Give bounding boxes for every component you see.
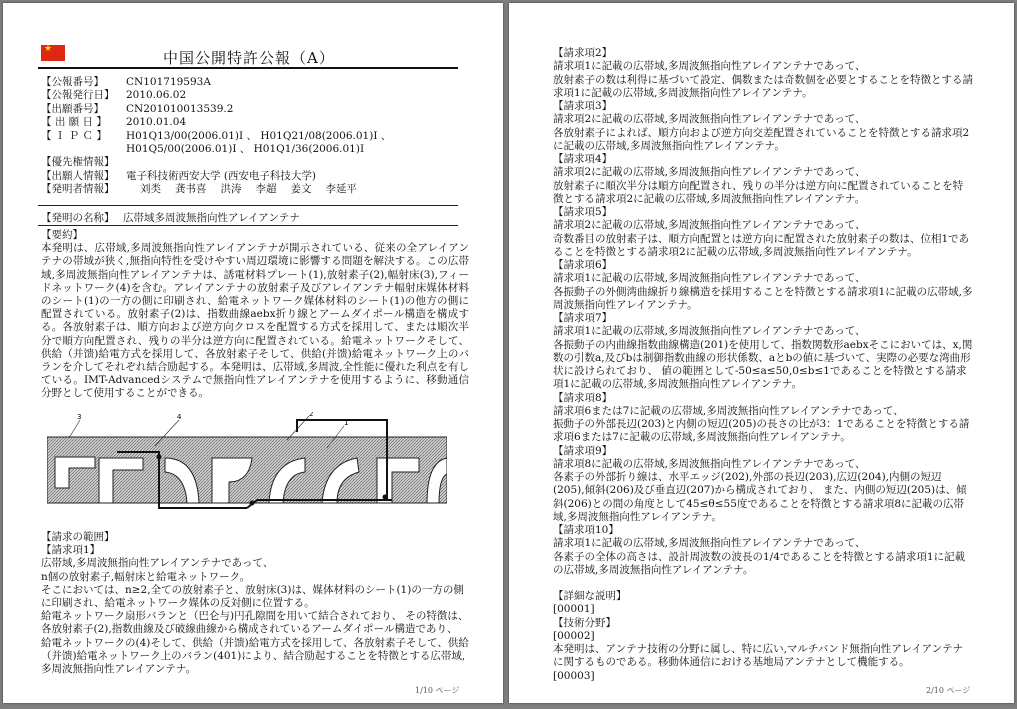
field-invention-name: 【発明の名称】 広帯域多周波無指向性アレイアンテナ xyxy=(41,212,300,224)
claim-text: 広帯域,多周波無指向性アレイアンテナであって、 xyxy=(41,557,274,570)
claim-text: 各素子の外部折り線は、水平エッジ(202),外部の長辺(203),広辺(204),内側の短辺(205),傾斜(206)及び垂直辺(207)から構成されており、 また、内側の短辺(205)は、傾斜(206)との間の角度として45≤θ≤55度であることを特徴とする請求項8に記載の広帯域,多周波無指向性アレイアンテナ。 xyxy=(553,471,967,523)
claims-section xyxy=(41,531,469,676)
claim-heading: 【請求項6】 xyxy=(553,259,613,271)
claim-text: 各素子の全体の高さは、設計周波数の波長の1/4であることを特徴とする請求項1に記載の広帯域,多周波無指向性アレイアンテナ。 xyxy=(553,550,966,576)
claim-block xyxy=(553,206,973,259)
antenna-figure xyxy=(47,412,447,522)
claim-text: 各放射素子によれば、順方向および逆方向交差配置されていることを特徴とする請求項2に記載の広帯域,多周波無指向性アレイアンテナ。 xyxy=(553,126,970,152)
document-page-2 xyxy=(509,3,1014,703)
claim-heading: 【請求項8】 xyxy=(553,391,613,404)
claim-heading: 【請求項10】 xyxy=(553,524,619,536)
claim-block xyxy=(553,312,973,392)
claim-text: n個の放射素子,幅射床と給電ネットワーク。 xyxy=(41,570,251,583)
field-publication-number: 【公報番号】 CN101719593A xyxy=(41,76,211,88)
claim-text: 請求項1に記載の広帯域,多周波無指向性アレイアンテナであって、 xyxy=(553,272,866,285)
claim-heading: 【請求項7】 xyxy=(553,312,613,324)
balun xyxy=(383,495,388,500)
figure-label: 1 xyxy=(344,419,349,427)
tech-field-text: 本発明は、アンテナ技術の分野に属し、特に広い,マルチバンド無指向性アレイアンテナに関するものである。移動体通信における基地局アンテナとして機能する。 xyxy=(553,643,964,669)
china-flag-icon xyxy=(41,45,65,61)
claim-block xyxy=(553,259,973,312)
claim-text: 振動子の外部長辺(203)と内側の短辺(205)の長さの比が3：1であることを特徴とする請求項6または7に記載の広帯域,多周波無指向性アレイアンテナ。 xyxy=(553,418,970,444)
field-publication-date: 【公報発行日】 2010.06.02 xyxy=(41,89,187,102)
claims-continued xyxy=(553,47,973,683)
abstract-heading: 【要約】 xyxy=(41,229,83,241)
claim-heading: 【請求項9】 xyxy=(553,444,613,457)
claim-text: 各振動子の内曲線指数曲線構造(201)を使用して、指数関数形aebxそこにおいては、x,関数の引数a,及びbは制御指数曲線の形状係数、aとbの値に基づいて、実際の必要な湾曲形状に設けられており、 値の範囲として-50≤a≤50,0≤b≤1であることを特徴とする請求項1に記載の広帯域,多周波無指向性アレイアンテナ。 xyxy=(553,338,973,391)
claims-heading: 【請求の範囲】 xyxy=(41,531,115,543)
paragraph-number: [00003] xyxy=(553,669,595,682)
abstract-section xyxy=(41,229,469,401)
antenna-drawing xyxy=(47,412,447,522)
claim-text: 請求項6または7に記載の広帯域,多周波無指向性アレイアンテナであって、 xyxy=(553,404,904,417)
claim-block xyxy=(553,524,973,577)
claim-heading: 【請求項5】 xyxy=(553,206,613,218)
claim-block xyxy=(553,100,973,153)
page-number: 1/10 ページ xyxy=(415,686,460,695)
bibliographic-fields xyxy=(41,76,461,197)
field-filing-date: 【 出 願 日 】 2010.01.04 xyxy=(41,116,187,129)
claim-heading: 【請求項1】 xyxy=(41,544,101,557)
inventor-name: 洪涛 xyxy=(220,183,242,196)
claim-block xyxy=(553,392,973,445)
claim-text: 奇数番目の放射素子は、順方向配置とは逆方向に配置された放射素子の数は、位相1であることを特徴とする請求項2に記載の広帯域,多周波無指向性アレイアンテナ。 xyxy=(553,232,970,258)
claim-block xyxy=(553,445,973,525)
figure-label: 4 xyxy=(177,413,182,421)
claim-text: 請求項8に記載の広帯域,多周波無指向性アレイアンテナであって、 xyxy=(553,457,866,470)
field-inventors: 【発明者情報】 刘类 龚书喜 洪涛 李超 姜文 李延平 xyxy=(41,183,357,196)
claim-text: 請求項1に記載の広帯域,多周波無指向性アレイアンテナであって、 xyxy=(553,325,866,338)
section-rule xyxy=(38,205,458,206)
inventor-name: 龚书喜 xyxy=(175,183,207,196)
title-rule xyxy=(38,67,458,69)
inventor-name: 李超 xyxy=(255,183,277,196)
section-rule xyxy=(38,225,458,226)
flag-star: ★ xyxy=(44,44,53,54)
claim-block xyxy=(553,153,973,206)
claim-text: 請求項2に記載の広帯域,多周波無指向性アレイアンテナであって、 xyxy=(553,113,866,126)
field-priority: 【優先権情報】 xyxy=(41,156,115,169)
claim-text: 請求項1に記載の広帯域,多周波無指向性アレイアンテナであって、 xyxy=(553,537,866,550)
claim-text: 請求項2に記載の広帯域,多周波無指向性アレイアンテナであって、 xyxy=(553,219,866,232)
figure-label: 3 xyxy=(77,413,82,421)
claim-heading: 【請求項4】 xyxy=(553,153,613,165)
field-ipc: 【 Ｉ Ｐ Ｃ 】 H01Q13/00(2006.01)I 、 H01Q21/08(2006.01)I 、 H01Q5/00(2006.01)I 、 H01Q1/36(2006.01)I xyxy=(41,129,392,156)
claim-text: 請求項1に記載の広帯域,多周波無指向性アレイアンテナであって、 xyxy=(553,60,866,73)
document-page-1 xyxy=(3,3,503,703)
claim-heading: 【請求項2】 xyxy=(553,47,613,59)
claim-text: 各振動子の外側湾曲線折り線構造を採用することを特徴とする請求項1に記載の広帯域,多周波無指向性アレイアンテナ。 xyxy=(553,285,973,311)
inventor-name: 刘类 xyxy=(140,183,161,196)
page-number: 2/10 ページ xyxy=(926,686,971,695)
balun xyxy=(250,501,255,506)
page-title: 中国公開特許公報（A） xyxy=(163,49,335,67)
claim-text: 放射素子に順次半分は順方向配置され、残りの半分は逆方向に配置されていることを特徴とする請求項2に記載の広帯域,多周波無指向性アレイアンテナ。 xyxy=(553,179,964,205)
paragraph-number: [00001] xyxy=(553,603,595,616)
claim-text: 放射素子の数は利得に基づいて設定、偶数または奇数個を必要とすることを特徴とする請求項1に記載の広帯域,多周波無指向性アレイアンテナ。 xyxy=(553,73,973,99)
claim-block xyxy=(553,47,973,100)
claim-text: 請求項2に記載の広帯域,多周波無指向性アレイアンテナであって、 xyxy=(553,166,866,179)
paragraph-number: [00002] xyxy=(553,629,595,642)
detail-heading: 【詳細な説明】 xyxy=(553,590,627,602)
field-application-number: 【出願番号】 CN201010013539.2 xyxy=(41,102,234,115)
inventor-name: 姜文 xyxy=(290,183,312,196)
abstract-text: 本発明は、広帯域,多周波無指向性アレイアンテナが開示されている、従来の全アレイアンテナの帯域が狭く,無指向特性を受けやすい周辺環境に影響する問題を解決する。この広帯域,多周波無指向性アレイアンテナは、誘電材料プレート(1),放射素子(2),幅射床(3),フィードネットワーク(4)を含む。アレイアンテナの放射素子及びアレイアンテナ幅射床媒体材料のシート(1)の一方の側に印刷され、給電ネットワーク媒体材料のシート(1)の他方の側に配置されている。放射素子(2)は、指数曲線aebx折り線とアームダイポール構造を構成する。各放射素子は、順方向および逆方向クロスを配置する方式を採用して、または順次半分で順方向配置され、残りの半分は逆方向に配置されている。給電ネットワークそして、供給（并馈)給電方式を採用して、各放射素子そして、供給(并馈)給電ネットワーク上のバランを介してそれぞれ結合励起する。本発明は、広帯域,多周波,全性能に優れた利点を有している。IMT-Advancedシステムで無指向性アレイアンテナを使用するように、移動通信分野として使用することができる。 xyxy=(41,242,469,400)
inventor-name: 李延平 xyxy=(325,183,357,196)
claim-text: そこにおいては、n≥2,全ての放射素子と、放射床(3)は、媒体材料のシート(1)の一方の側に印刷され、給電ネットワーク媒体の反対側に位置する。 xyxy=(41,583,464,610)
balun xyxy=(157,455,162,460)
claim-heading: 【請求項3】 xyxy=(553,100,613,112)
tech-field-heading: 【技術分野】 xyxy=(553,616,616,629)
figure-label: 2 xyxy=(309,412,314,418)
claim-text: 給電ネットワーク扇形バランと（巴仑与)円孔隙間を用いて結合されており、 その特徴は、各放射素子(2),指数曲線及び破線曲線から構成されているアームダイポール構造であり、 給電ネットワークの(4)そして、供給（并馈)給電方式を採用して、各放射素子そして、供給（并馈)給電ネットワーク上のバラン(401)により、結合励起することを特徴とする広帯域,多周波無指向性アレイアンテナ。 xyxy=(41,610,469,676)
field-applicant: 【出願人情報】 電子科技術西安大学 (西安电子科技大学) xyxy=(41,169,317,182)
